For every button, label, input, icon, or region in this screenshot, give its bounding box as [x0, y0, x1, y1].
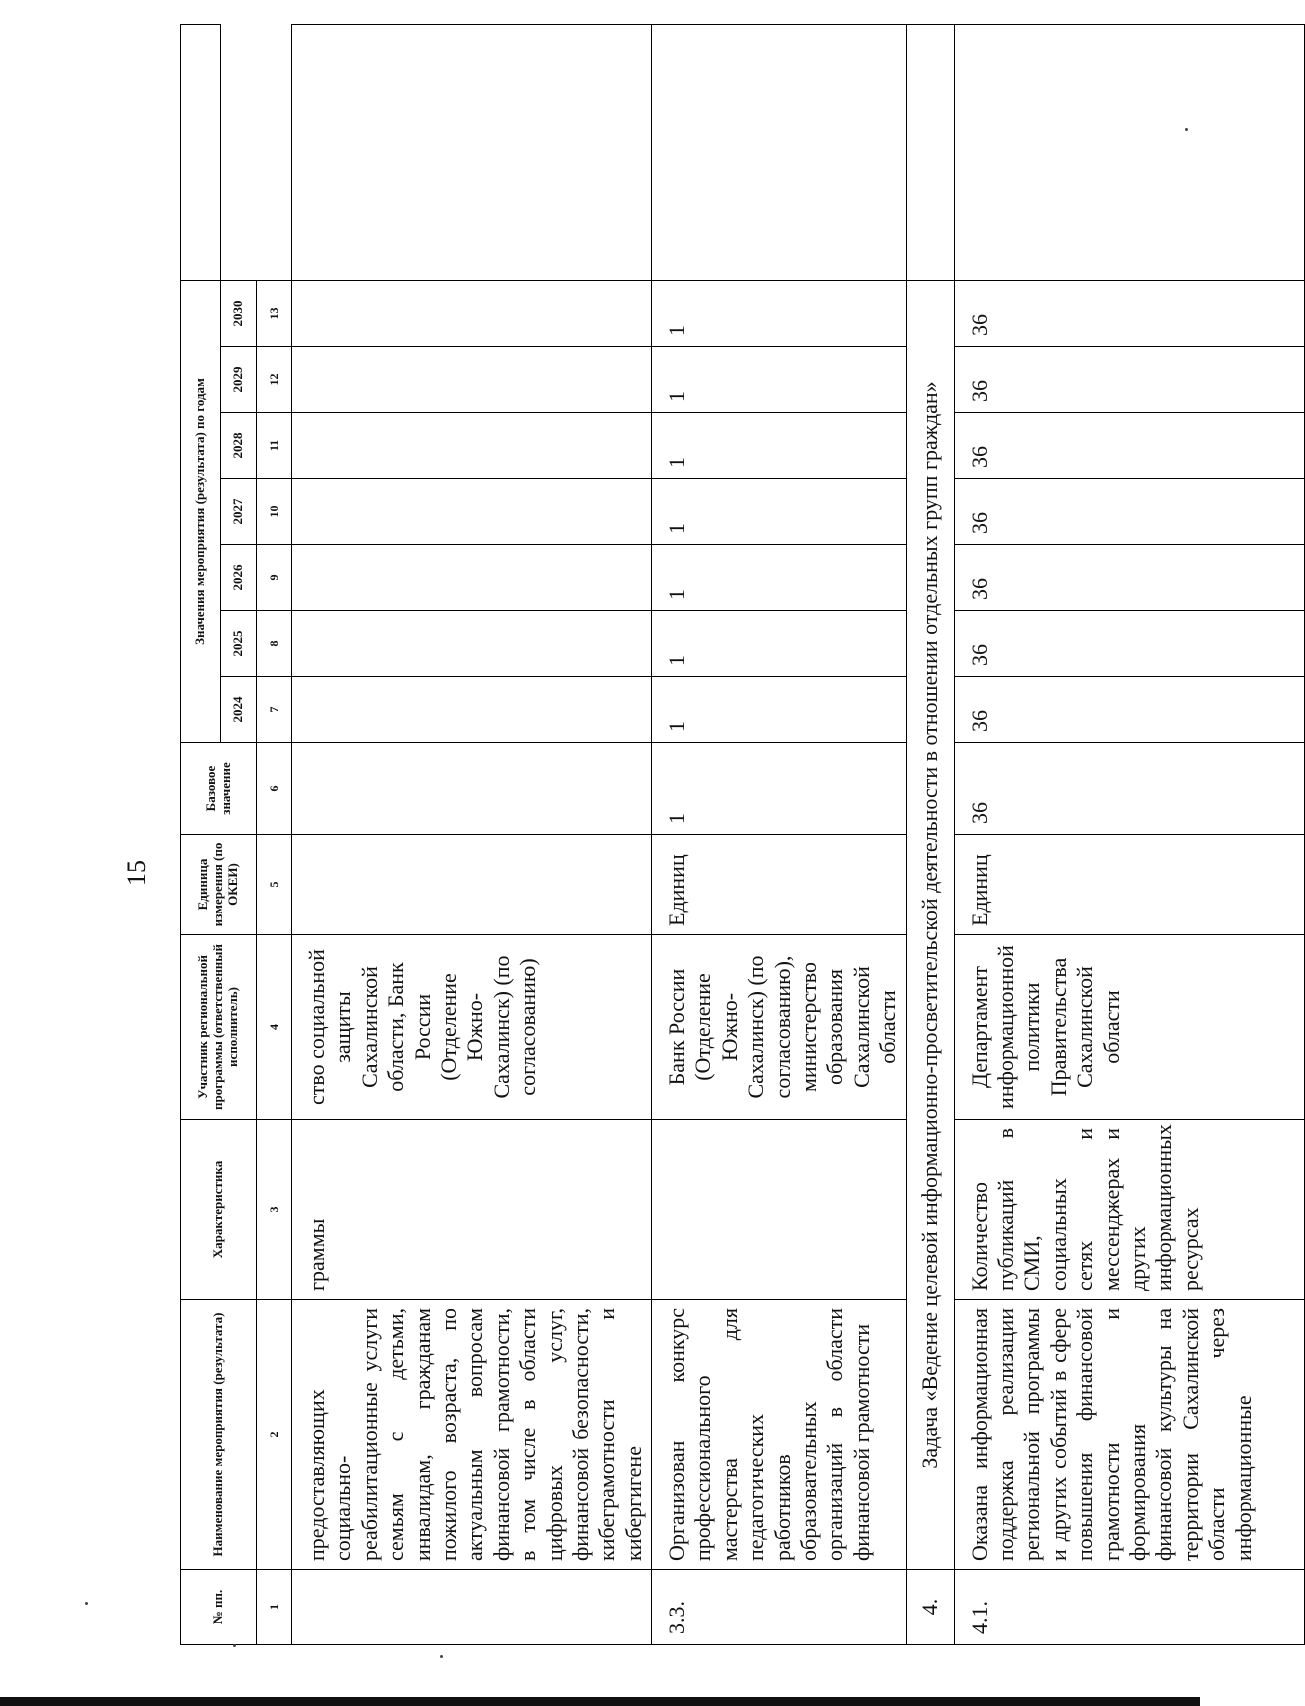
header-year: 2025 [221, 611, 257, 677]
column-index: 11 [257, 413, 292, 479]
row-number [292, 1570, 652, 1645]
row-year-value: 1 [652, 347, 907, 413]
column-index: 2 [257, 1300, 292, 1570]
empty-right-area [181, 24, 221, 280]
header-base: Базовое значение [181, 743, 257, 835]
table-row [652, 24, 907, 1644]
header-year: 2028 [221, 413, 257, 479]
row-year-value: 36 [954, 677, 1304, 743]
row-unit: Единиц [652, 835, 907, 935]
row-year-value: 1 [652, 545, 907, 611]
header-characteristic: Характеристика [181, 1120, 257, 1300]
row-year-value: 36 [954, 413, 1304, 479]
row-year-value: 36 [954, 545, 1304, 611]
row-year-value [292, 413, 652, 479]
scan-speck [233, 1644, 236, 1647]
program-table [180, 24, 1305, 1645]
table-row [954, 24, 1304, 1644]
column-index: 8 [257, 611, 292, 677]
row-year-value: 1 [652, 413, 907, 479]
row-year-value: 36 [954, 611, 1304, 677]
column-index: 6 [257, 743, 292, 835]
header-participant: Участник региональной программы (ответственный исполнитель) [181, 935, 257, 1120]
row-participant: ство социальной защиты Сахалинской области, Банк России (Отделение Южно-Сахалинск) (по согласованию) [292, 935, 652, 1120]
header-year: 2029 [221, 347, 257, 413]
row-year-value: 1 [652, 677, 907, 743]
column-index: 3 [257, 1120, 292, 1300]
header-unit: Единица измерения (по ОКЕИ) [181, 835, 257, 935]
scan-speck [1185, 128, 1188, 131]
row-empty-cell [954, 24, 1304, 280]
row-year-value [292, 611, 652, 677]
row-number: 4.1. [954, 1570, 1304, 1645]
rotated-table-container [180, 65, 1256, 1645]
row-year-value: 36 [954, 280, 1304, 346]
column-index: 5 [257, 835, 292, 935]
row-characteristic [652, 1120, 907, 1300]
row-empty-cell [652, 24, 907, 280]
column-index: 10 [257, 479, 292, 545]
column-index: 4 [257, 935, 292, 1120]
table-row [292, 24, 652, 1644]
row-year-value [292, 677, 652, 743]
scan-edge-line [0, 1697, 1200, 1706]
row-year-value: 1 [652, 280, 907, 346]
column-index: 9 [257, 545, 292, 611]
task-number: 4. [906, 1570, 954, 1645]
row-base: 36 [954, 743, 1304, 835]
page-number: 15 [122, 860, 151, 886]
row-empty-cell [906, 24, 954, 280]
column-index: 12 [257, 347, 292, 413]
task-title: Задача «Ведение целевой информационно-просветительской деятельности в отношении отдельных групп граждан» [906, 280, 954, 1569]
row-participant: Банк России (Отделение Южно-Сахалинск) (по согласованию), министерство образования Сахалинской области [652, 935, 907, 1120]
row-participant: Департамент информационной политики Правительства Сахалинской области [954, 935, 1304, 1120]
row-year-value: 36 [954, 479, 1304, 545]
row-year-value: 1 [652, 611, 907, 677]
column-index: 7 [257, 677, 292, 743]
row-year-value [292, 347, 652, 413]
row-base: 1 [652, 743, 907, 835]
column-index: 13 [257, 280, 292, 346]
header-num: № пп. [181, 1570, 257, 1645]
row-name: Организован конкурс профессионального мастерства для педагогических работников образовательных организаций в области финансовой грамотности [652, 1300, 907, 1570]
row-year-value [292, 545, 652, 611]
row-year-value [292, 280, 652, 346]
header-year: 2030 [221, 280, 257, 346]
row-year-value [292, 479, 652, 545]
row-empty-cell [292, 24, 652, 280]
scan-speck [440, 1655, 443, 1658]
header-year: 2026 [221, 545, 257, 611]
row-characteristic: Количество публикаций в СМИ, социальных сетях и мессенджерах и других информационных ресурсах [954, 1120, 1304, 1300]
header-year: 2024 [221, 677, 257, 743]
row-unit [292, 835, 652, 935]
column-index: 1 [257, 1570, 292, 1645]
task-row [906, 24, 954, 1644]
row-name: предоставляющих социально-реабилитационные услуги семьям с детьми, инвалидам, гражданам пожилого возраста, по актуальным вопросам финансовой грамотности, в том числе в области цифровых услуг, финансовой безопасности, кибеграмотности и кибергигене [292, 1300, 652, 1570]
row-year-value: 36 [954, 347, 1304, 413]
row-year-value: 1 [652, 479, 907, 545]
row-characteristic: граммы [292, 1120, 652, 1300]
row-unit: Единиц [954, 835, 1304, 935]
row-base [292, 743, 652, 835]
row-name: Оказана информационная поддержка реализации региональной программы и других событий в сфере повышения финансовой грамотности и формирования финансовой культуры на территории Сахалинской области через информационные [954, 1300, 1304, 1570]
header-year: 2027 [221, 479, 257, 545]
header-years-group: Значения мероприятия (результата) по годам [181, 280, 221, 742]
row-number: 3.3. [652, 1570, 907, 1645]
scan-speck [85, 1602, 88, 1605]
header-name: Наименование мероприятия (результата) [181, 1300, 257, 1570]
